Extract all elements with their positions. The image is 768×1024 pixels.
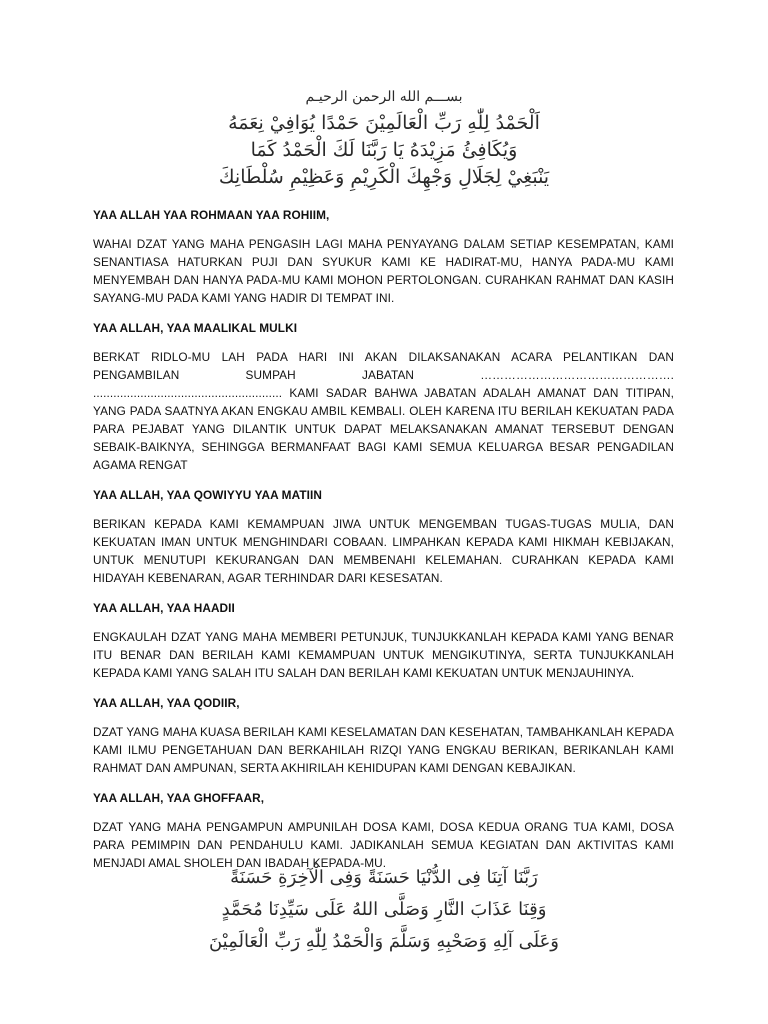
closing-prayer-line-3: وَعَلَى آلِهِ وَصَحْبِهِ وَسَلَّمَ وَالْحَمْدُ لِلّٰهِ رَبِّ الْعَالَمِيْنَ	[208, 931, 560, 952]
section-heading: YAA ALLAH, YAA QOWIYYU YAA MATIIN	[93, 488, 322, 502]
hamdalah-line-1: اَلْحَمْدُ لِلّٰهِ رَبِّ الْعَالَمِيْنَ حَمْدًا يُوَافِيْ نِعَمَهُ	[228, 112, 540, 134]
basmalah-line: بســـم الله الرحمن الرحيـم	[305, 89, 463, 105]
section-heading: YAA ALLAH, YAA QODIIR,	[93, 696, 240, 710]
section-body: BERIKAN KEPADA KAMI KEMAMPUAN JIWA UNTUK MENGEMBAN TUGAS-TUGAS MULIA, DAN KEKUATAN IMAN UNTUK MENGHINDARI COBAAN. LIMPAHKAN KEPADA KAMI HIKMAH KEBIJAKAN, UNTUK MENUTUPI KEKURANGAN DAN MEMBENAHI KELEMAHAN. CURAHKAN KEPADA KAMI HIDAYAH KEBENARAN, AGAR TERHINDAR DARI KESESATAN.	[93, 517, 674, 585]
section-body: WAHAI DZAT YANG MAHA PENGASIH LAGI MAHA PENYAYANG DALAM SETIAP KESEMPATAN, KAMI SENANTIASA HATURKAN PUJI DAN SYUKUR KAMI KE HADIRAT-MU, HANYA PADA-MU KAMI MENYEMBAH DAN HANYA PADA-MU KAMI MOHON PERTOLONGAN. CURAHKAN RAHMAT DAN KASIH SAYANG-MU PADA KAMI YANG HADIR DI TEMPAT INI.	[93, 237, 674, 305]
prayer-text	[93, 206, 674, 884]
section-heading: YAA ALLAH, YAA HAADII	[93, 601, 235, 615]
closing-calligraphy	[0, 862, 768, 958]
opening-calligraphy	[0, 84, 768, 191]
section-body: DZAT YANG MAHA PENGAMPUN AMPUNILAH DOSA KAMI, DOSA KEDUA ORANG TUA KAMI, DOSA PARA PEMIMPIN DAN PENDAHULU KAMI. JADIKANLAH SEMUA KEGIATAN DAN AKTIVITAS KAMI MENJADI AMAL SHOLEH DAN IBADAH KEPADA-MU.	[93, 820, 674, 870]
section-heading: YAA ALLAH, YAA MAALIKAL MULKI	[93, 321, 298, 335]
section-heading: YAA ALLAH, YAA GHOFFAAR,	[93, 791, 265, 805]
section-body: DZAT YANG MAHA KUASA BERILAH KAMI KESELAMATAN DAN KESEHATAN, TAMBAHKANLAH KEPADA KAMI ILMU PENGETAHUAN DAN BERKAHILAH RIZQI YANG ENGKAU BERIKAN, BERIKANLAH KAMI RAHMAT DAN AMPUNAN, SERTA AKHIRILAH KEHIDUPAN KAMI DENGAN KEBAJIKAN.	[93, 725, 674, 775]
section-heading: YAA ALLAH YAA ROHMAAN YAA ROHIIM,	[93, 208, 330, 222]
section-body: BERKAT RIDLO-MU LAH PADA HARI INI AKAN DILAKSANAKAN ACARA PELANTIKAN DAN PENGAMBILAN SUMPAH JABATAN …………………………………………. ........................................................ KAMI SADAR BAHWA JABATAN ADALAH AMANAT DAN TITIPAN, YANG PADA SAATNYA AKAN ENGKAU AMBIL KEMBALI. OLEH KARENA ITU BERILAH KEKUATAN PADA PARA PEJABAT YANG DILANTIK UNTUK DAPAT MELAKSANAKAN AMANAT TERSEBUT DENGAN SEBAIK-BAIKNYA, SEHINGGA BERMANFAAT BAGI KAMI SEMUA KELUARGA BESAR PENGADILAN AGAMA RENGAT	[93, 350, 674, 472]
hamdalah-line-3: يَنْبَغِيْ لِجَلَالِ وَجْهِكَ الْكَرِيْمِ وَعَظِيْمِ سُلْطَانِكَ	[218, 166, 550, 188]
closing-prayer-line-2: وَقِنَا عَذَابَ النَّارِ وَصَلَّى اللهُ عَلَى سَيِّدِنَا مُحَمَّدٍ	[221, 899, 547, 920]
section-body: ENGKAULAH DZAT YANG MAHA MEMBERI PETUNJUK, TUNJUKKANLAH KEPADA KAMI YANG BENAR ITU BENAR DAN BERILAH KAMI KEMAMPUAN UNTUK MENGIKUTINYA, SERTA TUNJUKKANLAH KEPADA KAMI YANG SALAH ITU SALAH DAN BERILAH KAMI KEKUATAN UNTUK MENJAUHINYA.	[93, 630, 674, 680]
hamdalah-line-2: وَيُكَافِئُ مَزِيْدَهُ يَا رَبَّنَا لَكَ الْحَمْدُ كَمَا	[250, 139, 518, 161]
closing-prayer-line-1: رَبَّنَا آتِنَا فِى الدُّنْيَا حَسَنَةً وَفِى الْآخِرَةِ حَسَنَةً	[230, 867, 538, 888]
